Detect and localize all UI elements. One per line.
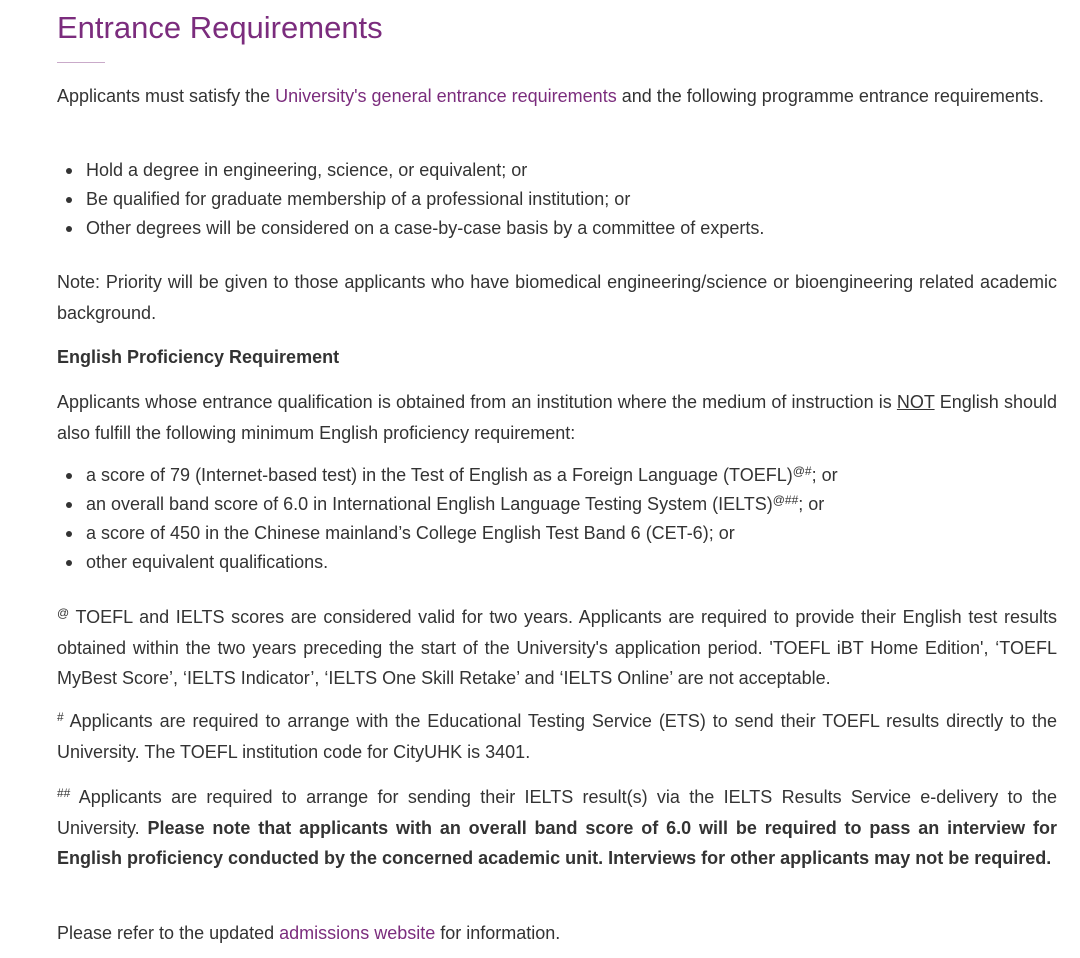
english-proficiency-heading: English Proficiency Requirement bbox=[57, 347, 340, 367]
list-item-text: a score of 79 (Internet-based test) in the Test of English as a Foreign Language (TOEFL) bbox=[86, 465, 793, 485]
list-item-text: an overall band score of 6.0 in International English Language Testing System (IELTS) bbox=[86, 494, 773, 514]
closing-text-pre: Please refer to the updated bbox=[57, 923, 280, 943]
english-intro-post: English should also fulfill the following minimum English proficiency requirement: bbox=[57, 392, 1057, 443]
closing-text-post: for information. bbox=[435, 923, 561, 943]
list-item-tail: ; or bbox=[798, 494, 825, 514]
not-emphasis: NOT bbox=[896, 392, 935, 412]
footnote-text: TOEFL and IELTS scores are considered valid for two years. Applicants are required to provide their English test results obtained within the two years preceding the start of the University's application period. 'TOEFL iBT Home Edition', ‘TOEFL MyBest Score’, ‘IELTS Indicator’, ‘IELTS One Skill Retake’ and ‘IELTS Online’ are not acceptable. bbox=[57, 607, 1057, 688]
footnote-marker: ## bbox=[57, 786, 71, 800]
intro-text-pre: Applicants must satisfy the bbox=[57, 86, 276, 106]
footnote-toefl bbox=[57, 706, 1057, 767]
list-item: Be qualified for graduate membership of a professional institution; or bbox=[57, 185, 1057, 214]
general-entrance-requirements-link[interactable]: University's general entrance requirements bbox=[275, 86, 617, 106]
footnote-validity bbox=[57, 602, 1057, 694]
requirements-list bbox=[57, 156, 1057, 243]
list-item bbox=[57, 548, 1057, 577]
intro-text-post: and the following programme entrance requirements. bbox=[616, 86, 1044, 106]
closing-paragraph bbox=[57, 918, 1057, 949]
footnote-marker: @ bbox=[57, 606, 70, 620]
english-intro-pre: Applicants whose entrance qualification is obtained from an institution where the medium of instruction is bbox=[57, 392, 897, 412]
list-item: Hold a degree in engineering, science, or equivalent; or bbox=[57, 156, 1057, 185]
english-requirements-list bbox=[57, 461, 1057, 577]
english-intro-paragraph bbox=[57, 387, 1057, 448]
footnote-marker: @## bbox=[772, 493, 799, 507]
list-item-tail: ; or bbox=[811, 465, 838, 485]
list-item bbox=[57, 490, 1057, 519]
footnote-text: Applicants are required to arrange with the Educational Testing Service (ETS) to send their TOEFL results directly to the University. The TOEFL institution code for CityUHK is 3401. bbox=[57, 711, 1057, 762]
list-item-text: a score of 450 in the Chinese mainland’s College English Test Band 6 (CET-6); or bbox=[86, 523, 735, 543]
admissions-website-link[interactable]: admissions website bbox=[279, 923, 436, 943]
priority-note: Note: Priority will be given to those applicants who have biomedical engineering/science or bioengineering related academic background. bbox=[57, 272, 1057, 323]
list-item bbox=[57, 519, 1057, 548]
footnote-marker: # bbox=[57, 710, 64, 724]
footnote-text: Applicants are required to arrange for sending their IELTS result(s) via the IELTS Results Service e-delivery to the University. bbox=[57, 787, 1057, 838]
interview-notice: Please note that applicants with an overall band score of 6.0 will be required to pass an interview for English proficiency conducted by the concerned academic unit. Interviews for other applicants may not be required. bbox=[57, 817, 1057, 868]
page-title: Entrance Requirements bbox=[57, 10, 383, 45]
footnote-marker: @# bbox=[792, 464, 812, 478]
list-item-text: other equivalent qualifications. bbox=[86, 552, 329, 572]
intro-paragraph bbox=[57, 81, 1057, 112]
list-item: Other degrees will be considered on a case-by-case basis by a committee of experts. bbox=[57, 214, 1057, 243]
list-item bbox=[57, 461, 1057, 490]
footnote-ielts bbox=[57, 782, 1057, 874]
title-divider bbox=[57, 62, 105, 63]
